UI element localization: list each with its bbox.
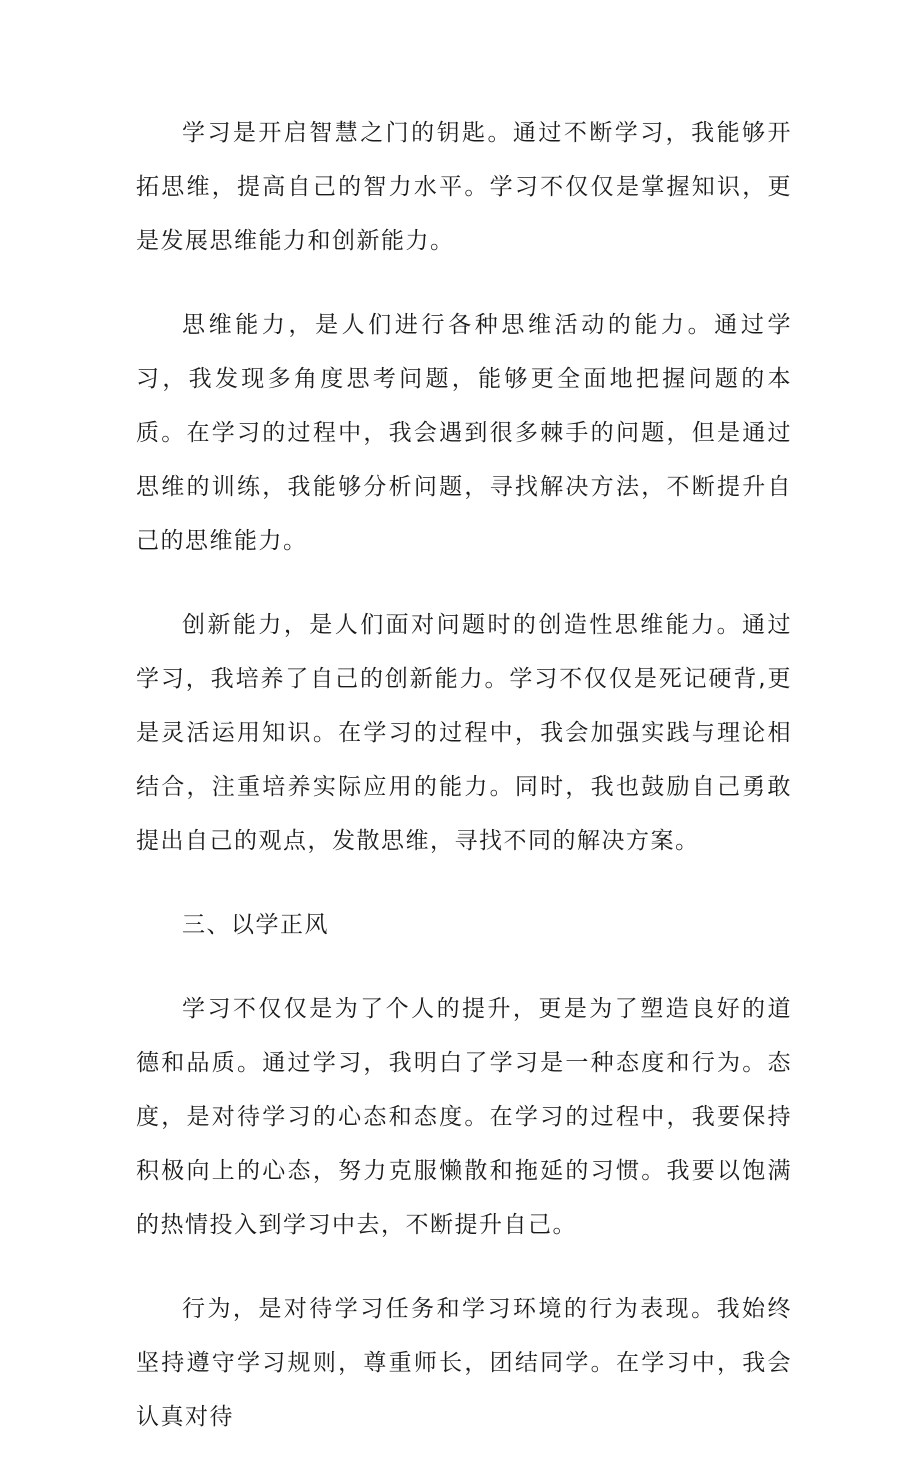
paragraph-innovation-ability: 创新能力，是人们面对问题时的创造性思维能力。通过学习，我培养了自己的创新能力。学习不仅仅是死记硬背,更是灵活运用知识。在学习的过程中，我会加强实践与理论相结合，注重培养实际应用的能力。同时，我也鼓励自己勇敢提出自己的观点，发散思维，寻找不同的解决方案。 [136, 612, 792, 854]
paragraph-thinking-ability: 思维能力，是人们进行各种思维活动的能力。通过学习，我发现多角度思考问题，能够更全面地把握问题的本质。在学习的过程中，我会遇到很多棘手的问题，但是通过思维的训练，我能够分析问题，寻找解决方法，不断提升自己的思维能力。 [136, 312, 792, 554]
paragraph-behavior: 行为，是对待学习任务和学习环境的行为表现。我始终坚持遵守学习规则，尊重师长，团结同学。在学习中，我会认真对待 [136, 1296, 792, 1430]
paragraph-moral-character: 学习不仅仅是为了个人的提升，更是为了塑造良好的道德和品质。通过学习，我明白了学习是一种态度和行为。态度，是对待学习的心态和态度。在学习的过程中，我要保持积极向上的心态，努力克服懒散和拖延的习惯。我要以饱满的热情投入到学习中去，不断提升自己。 [136, 996, 792, 1238]
paragraph-wisdom-key: 学习是开启智慧之门的钥匙。通过不断学习，我能够开拓思维，提高自己的智力水平。学习不仅仅是掌握知识，更是发展思维能力和创新能力。 [136, 120, 792, 254]
section-heading: 三、以学正风 [182, 912, 329, 938]
document-body [136, 106, 792, 1474]
